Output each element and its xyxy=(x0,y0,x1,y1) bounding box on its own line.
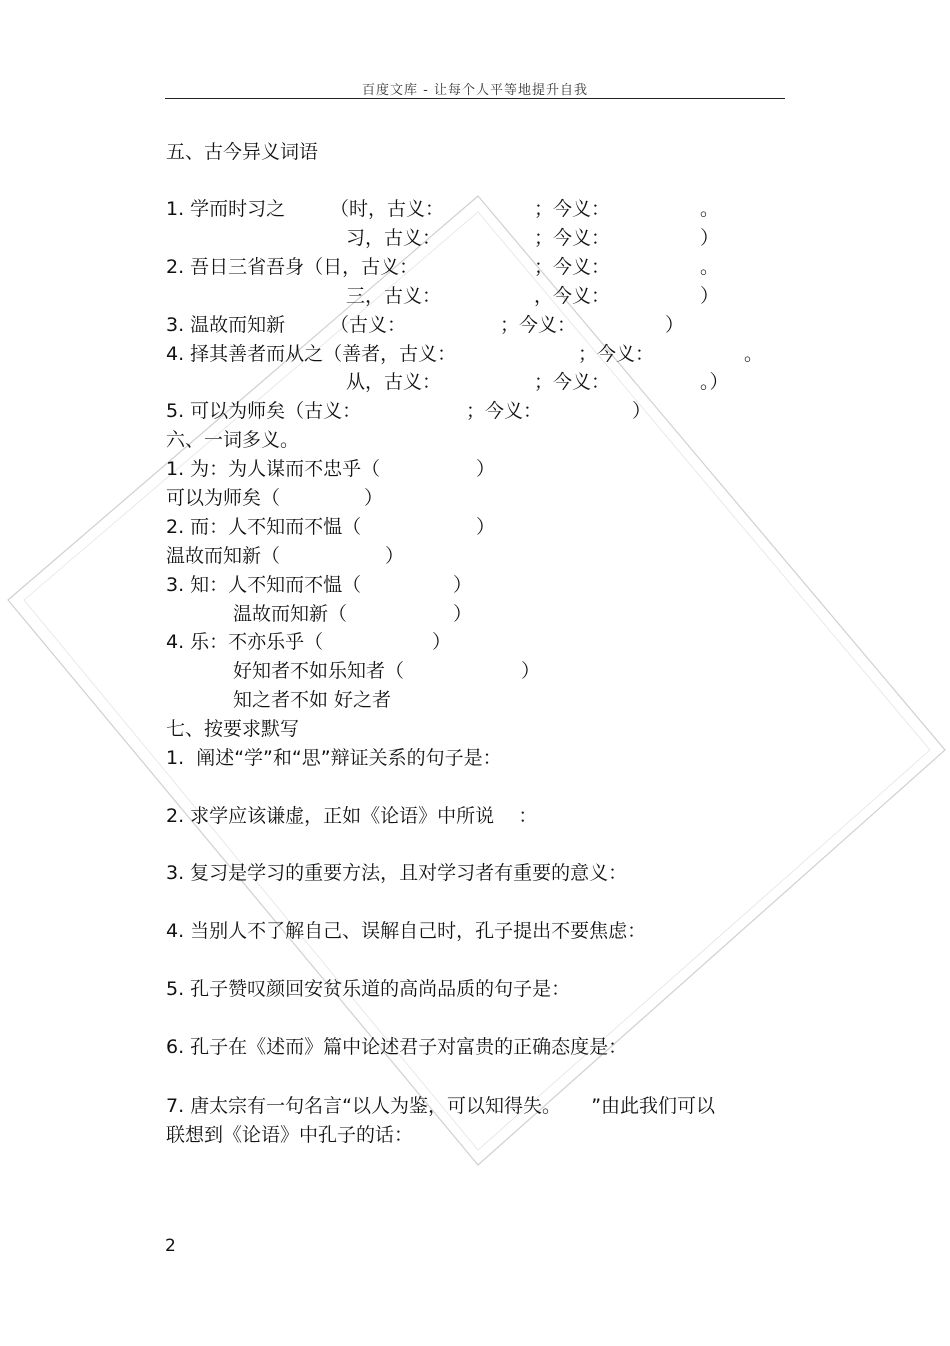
item-text: 4. 择其善者而从之（善者，古义： xyxy=(166,343,457,365)
item-text: （古义： xyxy=(330,314,407,336)
item-text: 习，古义： xyxy=(346,227,442,249)
item-text: 可以为师矣（ xyxy=(166,487,281,509)
item-text: ；今义： xyxy=(534,256,611,278)
item-text: ；今义： xyxy=(578,343,655,365)
page-header: 百度文库 - 让每个人平等地提升自我 xyxy=(362,83,588,98)
item-text: ，今义： xyxy=(534,285,611,307)
item-text: ） xyxy=(453,574,473,596)
question-text: 5. 孔子赞叹颜回安贫乐道的高尚品质的句子是： xyxy=(166,978,571,1000)
section-title: 六、一词多义。 xyxy=(166,429,300,451)
item-text: 从，古义： xyxy=(346,371,442,393)
item-text: 。 xyxy=(700,198,720,220)
item-text: ） xyxy=(700,227,720,249)
item-text: 2. 而：人不知而不愠（ xyxy=(166,516,362,538)
question-text: 6. 孔子在《述而》篇中论述君子对富贵的正确态度是： xyxy=(166,1036,628,1058)
item-text: ） xyxy=(364,487,384,509)
item-text: 。） xyxy=(700,371,729,393)
item-text: ） xyxy=(476,458,496,480)
item-text: ） xyxy=(476,516,496,538)
item-text: ；今义： xyxy=(500,314,577,336)
item-text: ；今义： xyxy=(534,198,611,220)
item-text: 5. 可以为师矣（古义： xyxy=(166,400,362,422)
item-text: ） xyxy=(632,400,652,422)
item-text: ） xyxy=(521,660,541,682)
item-text: ） xyxy=(700,285,720,307)
item-text: 1. 学而时习之 xyxy=(166,198,286,220)
question-text: 联想到《论语》中孔子的话： xyxy=(166,1124,414,1146)
question-text: 1. 阐述“学”和“思”辩证关系的句子是： xyxy=(166,747,502,769)
item-text: ） xyxy=(385,545,405,567)
item-text: ；今义： xyxy=(534,227,611,249)
question-text: 3. 复习是学习的重要方法，且对学习者有重要的意义： xyxy=(166,862,628,884)
item-text: ；今义： xyxy=(466,400,543,422)
question-text: 4. 当别人不了解自己、误解自己时，孔子提出不要焦虑： xyxy=(166,920,647,942)
header-divider xyxy=(165,98,785,99)
page-number: 2 xyxy=(165,1236,176,1256)
item-text: 1. 为：为人谋而不忠乎（ xyxy=(166,458,381,480)
item-text: 知之者不如 好之者 xyxy=(233,689,392,711)
item-text: 温故而知新（ xyxy=(166,545,281,567)
item-text: 。 xyxy=(744,343,764,365)
item-text: 好知者不如乐知者（ xyxy=(233,660,405,682)
item-text: 三，古义： xyxy=(346,285,442,307)
item-text: 3. 温故而知新 xyxy=(166,314,286,336)
item-text: ；今义： xyxy=(534,371,611,393)
item-text: 4. 乐：不亦乐乎（ xyxy=(166,631,324,653)
item-text: 温故而知新（ xyxy=(233,603,348,625)
item-text: （时，古义： xyxy=(330,198,445,220)
item-text: ） xyxy=(432,631,452,653)
section-title: 五、古今异义词语 xyxy=(166,141,319,163)
question-text: 7. 唐太宗有一句名言“以人为鉴，可以知得失。 ”由此我们可以 xyxy=(166,1095,716,1117)
item-text: 3. 知：人不知而不愠（ xyxy=(166,574,362,596)
item-text: ） xyxy=(453,603,473,625)
item-text: 2. 吾日三省吾身（日，古义： xyxy=(166,256,419,278)
item-text: ） xyxy=(665,314,685,336)
item-text: 。 xyxy=(700,256,720,278)
question-text: 2. 求学应该谦虚，正如《论语》中所说 ： xyxy=(166,805,538,827)
section-title: 七、按要求默写 xyxy=(166,718,300,740)
